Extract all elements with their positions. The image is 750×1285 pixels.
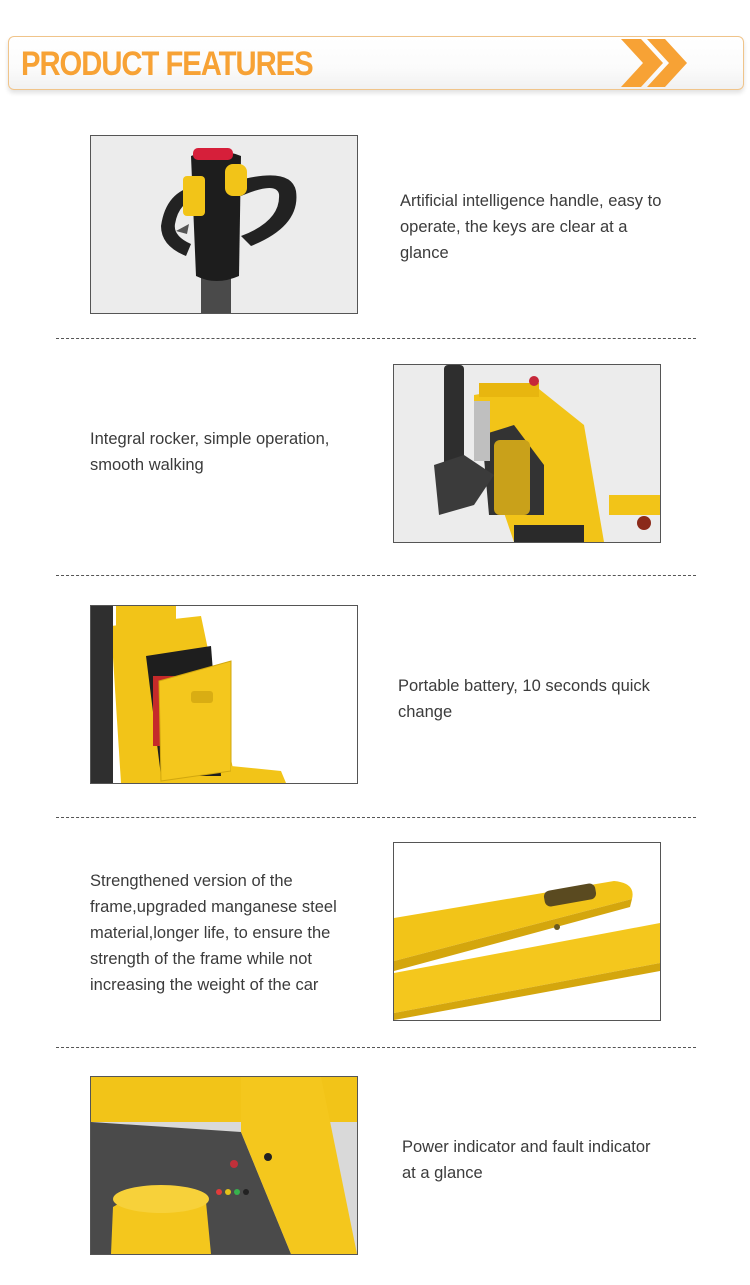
divider	[56, 338, 696, 339]
section-title: PRODUCT FEATURES	[21, 45, 313, 83]
divider	[56, 575, 696, 576]
battery-photo	[90, 605, 358, 784]
handle-photo	[90, 135, 358, 314]
divider	[56, 1047, 696, 1048]
feature-caption-3: Portable battery, 10 seconds quick change	[398, 677, 650, 721]
double-chevron-icon	[617, 37, 697, 89]
feature-caption-2: Integral rocker, simple operation, smooth walking	[90, 430, 330, 474]
indicator-photo	[90, 1076, 358, 1255]
divider	[56, 817, 696, 818]
section-banner	[8, 36, 744, 90]
frame-photo	[393, 842, 661, 1021]
feature-caption-5: Power indicator and fault indicator at a glance	[402, 1138, 651, 1182]
rocker-photo	[393, 364, 661, 543]
feature-caption-4: Strengthened version of the frame,upgraded manganese steel material,longer life, to ensure the strength of the frame while not increasing the weight of the car	[90, 872, 337, 994]
feature-caption-1: Artificial intelligence handle, easy to operate, the keys are clear at a glance	[400, 192, 662, 262]
